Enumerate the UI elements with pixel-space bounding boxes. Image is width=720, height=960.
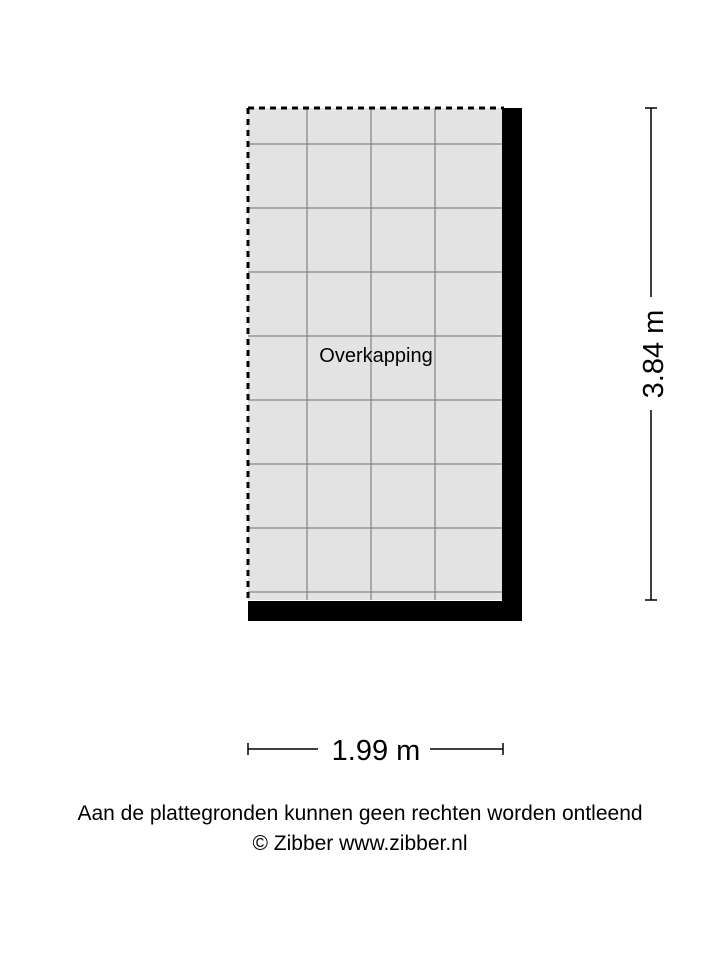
disclaimer-text: Aan de plattegronden kunnen geen rechten worden ontleend (77, 802, 643, 825)
copyright-text: © Zibber www.zibber.nl (252, 832, 468, 855)
height-dimension-label: 3.84 m (638, 309, 670, 399)
wall-bottom (248, 601, 522, 621)
room-label: Overkapping (319, 345, 433, 367)
wall-right (502, 108, 522, 621)
width-dimension-label: 1.99 m (331, 735, 421, 767)
